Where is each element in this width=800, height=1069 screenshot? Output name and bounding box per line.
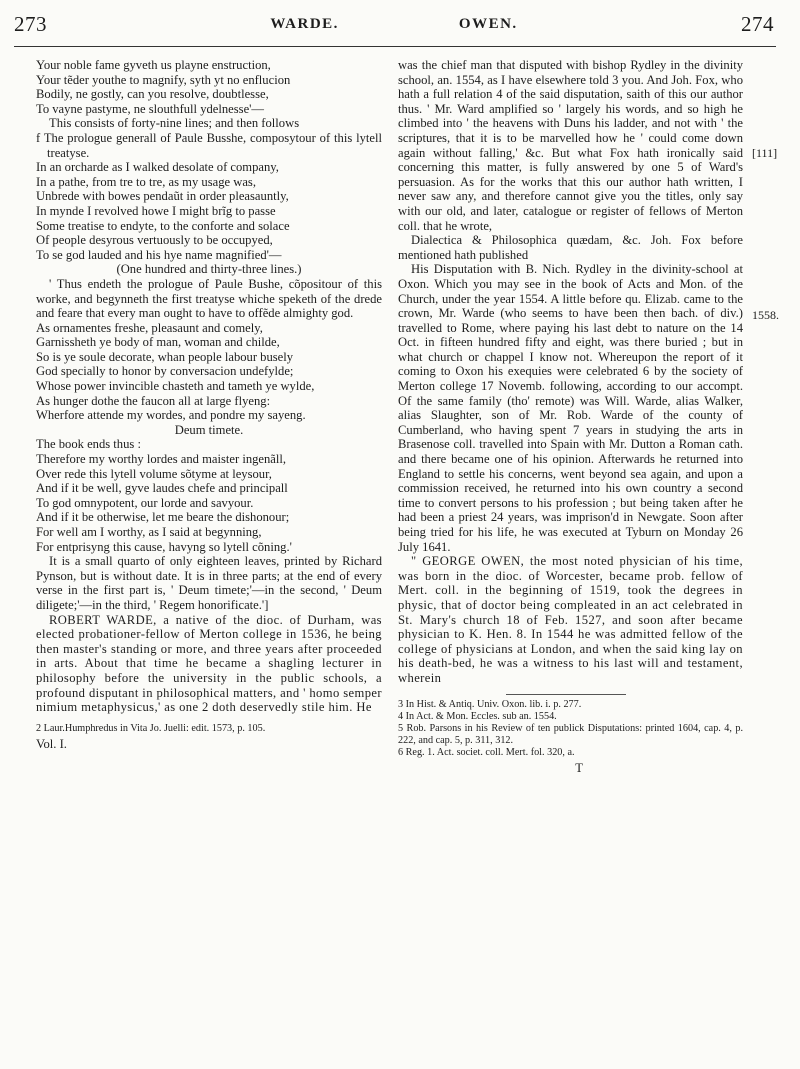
left-footnotes [36,723,382,735]
paragraph: Your tẽder youthe to magnify, syth yt no enflucion [36,72,291,87]
right-column-body [398,58,743,686]
paragraph: So is ye soule decorate, whan people labour busely [36,349,294,364]
paragraph: His Disputation with B. Nich. Rydley in the divinity-school at Oxon. Which you may see in the book of Acts and Mon. of the Church, under the year 1554. A little before qu. Elizab. came to the crown, Mr. Warde (who seems to have been then bach. of div.) travelled to Rome, where paying his last debt to nature on the 14 Oct. in fifteen hundred fifty and eight, was there buried ; but in what church or chappel I know not. Whereupon the report of it coming to Oxon his exequies were celebrated 6 by the society of Merton college 17 Novemb. following, according to our accompt. Of the same family (tho' remote) was Will. Warde, alias Walker, alias Slaughter, son of Mr. Rob. Warde of the county of Cumberland, who having spent 7 years in studying the arts in Brasenose coll. travelled into Spain with Mr. Dutton a Roman cath. and there became one of his opinion. Afterwards he returned into England to settle his concerns, went beyond sea again, and upon a commission received, he returned into his own country a second time to convert persons to his profession ; but being taken after he had been a priest 24 years, was imprison'd in Newgate. Soon after being tried for his life, he was executed at Tyburn on Monday 26 July 1641. [398,262,743,554]
right-footnotes [398,699,743,759]
signature-line [36,737,382,752]
paragraph: " GEORGE OWEN, the most noted physician of his time, was born in the dioc. of Worcester, became prob. fellow of Mert. coll. in the beginning of 1519, took the degrees in physic, that of doctor being compleated in an act celebrated in St. Mary's church 18 of Feb. 1527, and soon after became physician to K. Hen. 8. In 1544 he was admitted fellow of the college of physicians at London, and when the said king lay on his death-bed, he was a witness to his last will and testament, wherein [398,554,743,685]
volume-mark: Vol. I. [36,736,67,751]
paragraph: And if it be well, gyve laudes chefe and principall [36,481,288,496]
paragraph: As ornamentes freshe, pleasaunt and comely, [36,320,263,335]
paragraph: For entprisyng this cause, havyng so lytell cõning.' [36,539,292,554]
footnote: 4 In Act. & Mon. Eccles. sub an. 1554. [398,710,557,722]
footnote: 2 Laur.Humphredus in Vita Jo. Juelli: edit. 1573, p. 105. [36,722,266,734]
paragraph: Deum timete. [174,422,244,437]
left-page-number: 273 [14,11,47,36]
paragraph: was the chief man that disputed with bishop Rydley in the divinity school, an. 1554, as I have elsewhere told 3 you. And Joh. Fox, who hath a full relation 4 of the said disputation, saith of this our author thus. ' Mr. Ward amplified so ' largely his words, and so high he climbed into ' the heavens with Duns his ladder, and not with ' the scriptures, that it is to be marvelled how he ' could come down again without falling,' &c. But what Fox hath ironically said concerning this matter, is fully answered by one 5 of Ward's persuasion. As for the works that this our author hath written, I never saw any, and therefore cannot give you the titles, only say with our old, and later, catalogue or register of fellows of Merton coll. that he wrote, [398,58,743,233]
paragraph: This consists of forty-nine lines; and then follows [49,116,300,131]
header-rule [14,46,776,47]
paragraph: The book ends thus : [36,437,141,452]
left-running-title: WARDE. [270,15,339,32]
footnote: 5 Rob. Parsons in his Review of ten publick Disputations: printed 1604, cap. 4, p. 222, and cap. 5, p. 311, 312. [398,722,743,746]
right-column [398,58,743,775]
footnote: 3 In Hist. & Antiq. Univ. Oxon. lib. i. p. 277. [398,698,582,710]
paragraph: Of people desyrous vertuously to be occupyed, [36,233,273,248]
paragraph: Unbrede with bowes pendaũt in order pleasauntly, [36,189,289,204]
footnote: 6 Reg. 1. Act. societ. coll. Mert. fol. 320, a. [398,746,575,758]
paragraph: Over rede this lytell volume sõtyme at leysour, [36,466,272,481]
paragraph: As hunger dothe the faucon all at large flyeng: [36,393,271,408]
left-column [36,58,382,751]
paragraph: Your noble fame gyveth us playne enstruction, [36,58,271,72]
paragraph: It is a small quarto of only eighteen leaves, printed by Richard Pynson, but is without date. It is in three parts; at the end of every verse in the first part is, ' Deum timete;'—in the second, ' Deum diligete;'—in the third, ' Regem honorificate.'] [36,554,382,612]
paragraph: To se god lauded and his hye name magnified'— [36,247,282,262]
paragraph: (One hundred and thirty-three lines.) [116,262,302,277]
margin-bracket-note: [111] [752,146,778,160]
paragraph: And if it be otherwise, let me beare the dishonour; [36,510,290,525]
right-page-number: 274 [740,11,774,36]
paragraph: Some treatise to endyte, to the conforte and solace [36,218,290,233]
paragraph: Wherfore attende my wordes, and pondre my sayeng. [36,408,306,423]
footnote-rule [506,694,626,695]
signature-mark: T [575,760,583,775]
paragraph: Whose power invincible chasteth and tameth ye wylde, [36,379,315,394]
paragraph: Therefore my worthy lordes and maister ingenãll, [36,452,287,467]
paragraph: God specially to honor by conversacion undefylde; [36,364,294,379]
paragraph: For well am I worthy, as I said at begynning, [36,525,262,539]
paragraph: f The prologue generall of Paule Busshe, composytour of this lytell treatyse. [36,130,382,160]
paragraph: Garnissheth ye body of man, woman and childe, [36,335,280,350]
paragraph: ' Thus endeth the prologue of Paule Bushe, cõpositour of this worke, and begynneth the first treatyse whiche speketh of the drede and feare that every man ought to have to offẽde almighty god. [36,276,382,321]
paragraph: Dialectica & Philosophica quædam, &c. Joh. Fox before mentioned hath published [398,233,743,262]
paragraph: In an orcharde as I walked desolate of company, [36,160,279,175]
page-header [14,8,774,40]
margin-year-note: 1558. [752,308,779,322]
paragraph: In a pathe, from tre to tre, as my usage was, [36,174,256,189]
paragraph: ROBERT WARDE, a native of the dioc. of Durham, was elected probationer-fellow of Merton college in 1536, he being then master's standing or more, and three years after proceeded in arts. About that time he became a shagling lecturer in philosophy before the university in the public schools, a profound disputant in philosophical matters, and ' homo semper nimium metaphysicus,' as one 2 doth deservedly stile him. He [36,612,382,715]
paragraph: In mynde I revolved howe I might brĩg to passe [36,203,276,218]
signature-mark-line [398,761,743,776]
left-column-body [36,58,382,715]
paragraph: Bodily, ne gostly, can you resolve, doubtlesse, [36,87,269,102]
right-running-title: OWEN. [458,15,518,32]
paragraph: To god omnypotent, our lorde and savyour. [36,495,254,510]
paragraph: To vayne pastyme, ne slouthfull ydelnesse'— [36,101,265,116]
